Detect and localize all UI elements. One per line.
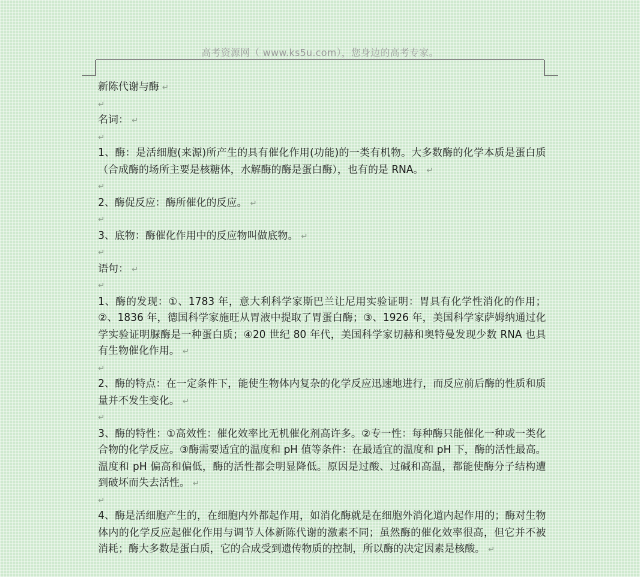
- paragraph-mark: ↵: [250, 198, 257, 208]
- paragraph-mark: ↵: [98, 132, 105, 142]
- blank-line: [98, 97, 546, 114]
- paragraph-mark: ↵: [98, 182, 105, 191]
- paragraph-mark: ↵: [98, 281, 105, 290]
- blank-line: [98, 179, 546, 196]
- paragraph-mark: ↵: [98, 495, 105, 505]
- paragraph: [98, 113, 546, 130]
- paragraph-mark: ↵: [488, 545, 495, 554]
- paragraph-mark: ↵: [162, 83, 169, 92]
- paragraph-mark: ↵: [182, 396, 190, 406]
- paragraph-text: 3、底物：酶催化作用中的反应物叫做底物。: [98, 230, 299, 242]
- paragraph: [98, 146, 546, 179]
- paragraph: [98, 427, 546, 493]
- paragraph-mark: ↵: [98, 413, 105, 422]
- paragraph-text: 1、酶的发现：①、1783 年，意大利科学家斯巴兰让尼用实验证明：胃具有化学性消化的作用；②、1836 年，德国科学家施旺从胃液中提取了胃蛋白酶；③、1926 年，美国科学家萨姆纳通过化学实验证明脲酶是一种蛋白质；④20 世纪 80 年代，美国科学家切赫和奥特曼发现少数 RNA 也具有生物催化作用。: [98, 296, 546, 357]
- paragraph: [98, 509, 546, 559]
- paragraph-mark: ↵: [301, 231, 308, 241]
- blank-line: [98, 245, 546, 262]
- blank-line: [98, 130, 546, 147]
- paragraph: [98, 295, 546, 361]
- document-body: [98, 80, 546, 559]
- blank-line: [98, 212, 546, 229]
- paragraph-text: 2、酶促反应：酶所催化的反应。: [98, 197, 248, 209]
- paragraph: [98, 80, 546, 97]
- paragraph-mark: ↵: [131, 264, 139, 274]
- paragraph-text: 4、酶是活细胞产生的，在细胞内外都起作用，如消化酶就是在细胞外消化道内起作用的；酶对生物体内的化学反应起催化作用与调节人体新陈代谢的激素不同；虽然酶的催化效率很高，但它并不被消耗；酶大多数是蛋白质，它的合成受到遗传物质的控制，所以酶的决定因素是核酸。: [98, 511, 546, 555]
- paragraph-text: 新陈代谢与酶: [98, 82, 160, 93]
- paragraph: [98, 262, 546, 279]
- paragraph-text: 1、酶：是活细胞(来源)所产生的具有催化作用(功能)的一类有机物。大多数酶的化学本质是蛋白质（合成酶的场所主要是核糖体，水解酶的酶是蛋白酶），也有的是 RNA。: [98, 148, 546, 176]
- paragraph-text: 语句：: [98, 263, 129, 275]
- header-corner-left: [82, 60, 96, 76]
- paragraph-text: 2、酶的特点：在一定条件下，能使生物体内复杂的化学反应迅速地进行，而反应前后酶的性质和质量并不发生变化。: [98, 379, 546, 407]
- paragraph-mark: ↵: [98, 363, 105, 373]
- paragraph: [98, 229, 546, 246]
- header-corner-right: [544, 60, 558, 76]
- paragraph-text: 名词：: [98, 115, 129, 126]
- paragraph-mark: ↵: [98, 248, 105, 257]
- blank-line: [98, 278, 546, 295]
- paragraph-mark: ↵: [192, 479, 200, 488]
- paragraph: [98, 377, 546, 410]
- paragraph-mark: ↵: [98, 99, 105, 109]
- paragraph-mark: ↵: [98, 215, 105, 224]
- page-header: 高考资源网（ www.ks5u.com），您身边的高考专家。: [201, 48, 439, 59]
- paragraph-mark: ↵: [426, 165, 434, 175]
- paragraph-mark: ↵: [182, 347, 190, 356]
- blank-line: [98, 410, 546, 427]
- paragraph-text: 3、酶的特性：①高效性：催化效率比无机催化剂高许多。②专一性：每种酶只能催化一种或一类化合物的化学反应。③酶需要适宜的温度和 pH 值等条件：在最适宜的温度和 pH 下，酶的活性最高。温度和 pH 偏高和偏低，酶的活性都会明显降低。原因是过酸、过碱和高温，都能使酶分子结构遭到破坏而失去活性。: [98, 428, 546, 489]
- blank-line: [98, 361, 546, 378]
- blank-line: [98, 493, 546, 510]
- paragraph: [98, 196, 546, 213]
- header-rule: [96, 59, 544, 60]
- paragraph-mark: ↵: [131, 116, 139, 125]
